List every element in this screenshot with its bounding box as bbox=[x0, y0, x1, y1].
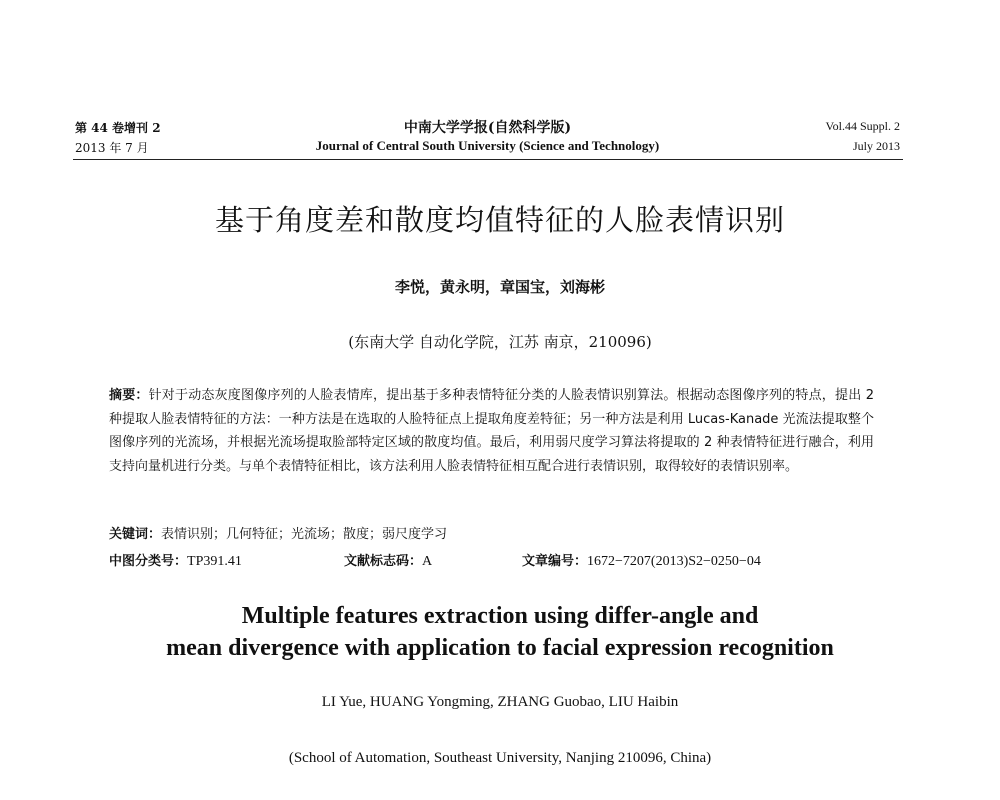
affiliation-en: (School of Automation, Southeast University, Nanjing 210096, China) bbox=[288, 750, 712, 766]
clc-value: TP391.41 bbox=[187, 554, 242, 569]
title-en-line1: Multiple features extraction using differ-angle and bbox=[241, 603, 759, 629]
doc-code-label: 文献标志码： bbox=[344, 554, 423, 569]
keywords-cn bbox=[109, 525, 874, 545]
affiliation-cn: (东南大学 自动化学院，江苏 南京，210096) bbox=[348, 333, 652, 351]
clc-number bbox=[109, 550, 242, 570]
header-date-en: July 2013 bbox=[852, 139, 900, 153]
document-code bbox=[344, 550, 432, 570]
header-volume-en: Vol.44 Suppl. 2 bbox=[825, 119, 900, 133]
keywords-label: 关键词： bbox=[109, 527, 162, 542]
article-number-value: 1672−7207(2013)S2−0250−04 bbox=[587, 554, 761, 569]
keywords-text: 表情识别；几何特征；光流场；散度；弱尺度学习 bbox=[161, 527, 448, 542]
header-volume-issue: 第 44 卷增刊 2 bbox=[75, 121, 161, 135]
abstract-text: 针对于动态灰度图像序列的人脸表情库，提出基于多种表情特征分类的人脸表情识别算法。根据动态图像序列的特点，提出 2 种提取人脸表情特征的方法：一种方法是在选取的人脸特征点上提取角度差特征；另一种方法是利用 Lucas-Kanade 光流法提取整个图像序列的光流场，并根据光流场提取脸部特定区域的散度均值。最后，利用弱尺度学习算法将提取的 2 种表情特征进行融合，利用支持向量机进行分类。与单个表情特征相比，该方法利用人脸表情特征相互配合进行表情识别，取得较好的表情识别率。 bbox=[109, 388, 874, 474]
journal-name-cn: 中南大学学报(自然科学版) bbox=[403, 120, 572, 136]
title-en-line2: mean divergence with application to facial expression recognition bbox=[166, 635, 834, 661]
paper-title-en bbox=[0, 600, 1000, 664]
classification-line bbox=[109, 550, 874, 572]
clc-label: 中图分类号： bbox=[109, 554, 188, 569]
article-number bbox=[522, 550, 761, 570]
paper-title-cn: 基于角度差和散度均值特征的人脸表情识别 bbox=[214, 203, 785, 237]
running-header bbox=[75, 119, 900, 163]
journal-name-en: Journal of Central South University (Science and Technology) bbox=[315, 138, 660, 153]
doc-code-value: A bbox=[422, 554, 433, 569]
article-number-label: 文章编号： bbox=[522, 554, 588, 569]
abstract-label: 摘要： bbox=[109, 388, 149, 403]
header-divider bbox=[73, 159, 903, 160]
abstract-cn bbox=[109, 384, 874, 478]
authors-cn: 李悦，黄永明，章国宝，刘海彬 bbox=[394, 278, 605, 296]
authors-en: LI Yue, HUANG Yongming, ZHANG Guobao, LIU Haibin bbox=[321, 694, 679, 710]
header-date-cn: 2013 年 7 月 bbox=[75, 141, 149, 155]
